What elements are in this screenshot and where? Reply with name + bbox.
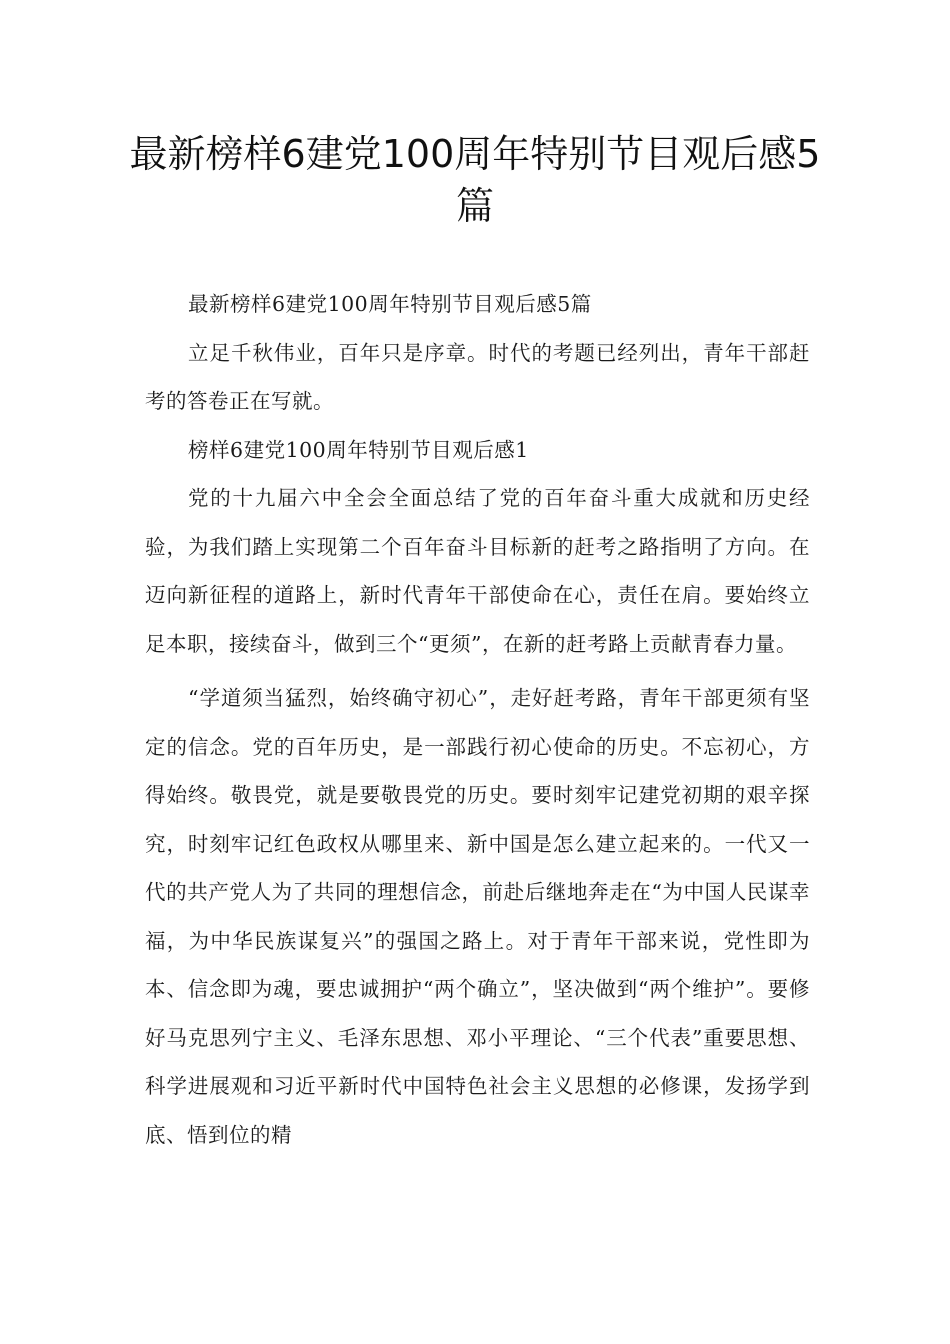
paragraph-subtitle: 最新榜样6建党100周年特别节目观后感5篇 — [188, 292, 592, 316]
paragraph-body-2: “学道须当猛烈，始终确守初心”，走好赶考路，青年干部更须有坚定的信念。党的百年历史，是一部践行初心使命的历史。不忘初心，方得始终。敬畏党，就是要敬畏党的历史。要时刻牢记建党初期的艰辛探究，时刻牢记红色政权从哪里来、新中国是怎么建立起来的。一代又一代的共产党人为了共同的理想信念，前赴后继地奔走在“为中国人民谋幸福，为中华民族谋复兴”的强国之路上。对于青年干部来说，党性即为本、信念即为魂，要忠诚拥护“两个确立”，坚决做到“两个维护”。要修好马克思列宁主义、毛泽东思想、邓小平理论、“三个代表”重要思想、科学进展观和习近平新时代中国特色社会主义思想的必修课，发扬学到底、悟到位的精 — [145, 686, 810, 1147]
paragraph-intro: 立足千秋伟业，百年只是序章。时代的考题已经列出，青年干部赶考的答卷正在写就。 — [145, 340, 810, 413]
paragraph-body-1: 党的十九届六中全会全面总结了党的百年奋斗重大成就和历史经验，为我们踏上实现第二个百年奋斗目标新的赶考之路指明了方向。在迈向新征程的道路上，新时代青年干部使命在心，责任在肩。要始终立足本职，接续奋斗，做到三个“更须”，在新的赶考路上贡献青春力量。 — [145, 486, 810, 656]
document-body — [145, 280, 810, 1159]
document-title: 最新榜样6建党100周年特别节目观后感5篇 — [129, 132, 821, 228]
paragraph-section-heading: 榜样6建党100周年特别节目观后感1 — [188, 437, 529, 462]
